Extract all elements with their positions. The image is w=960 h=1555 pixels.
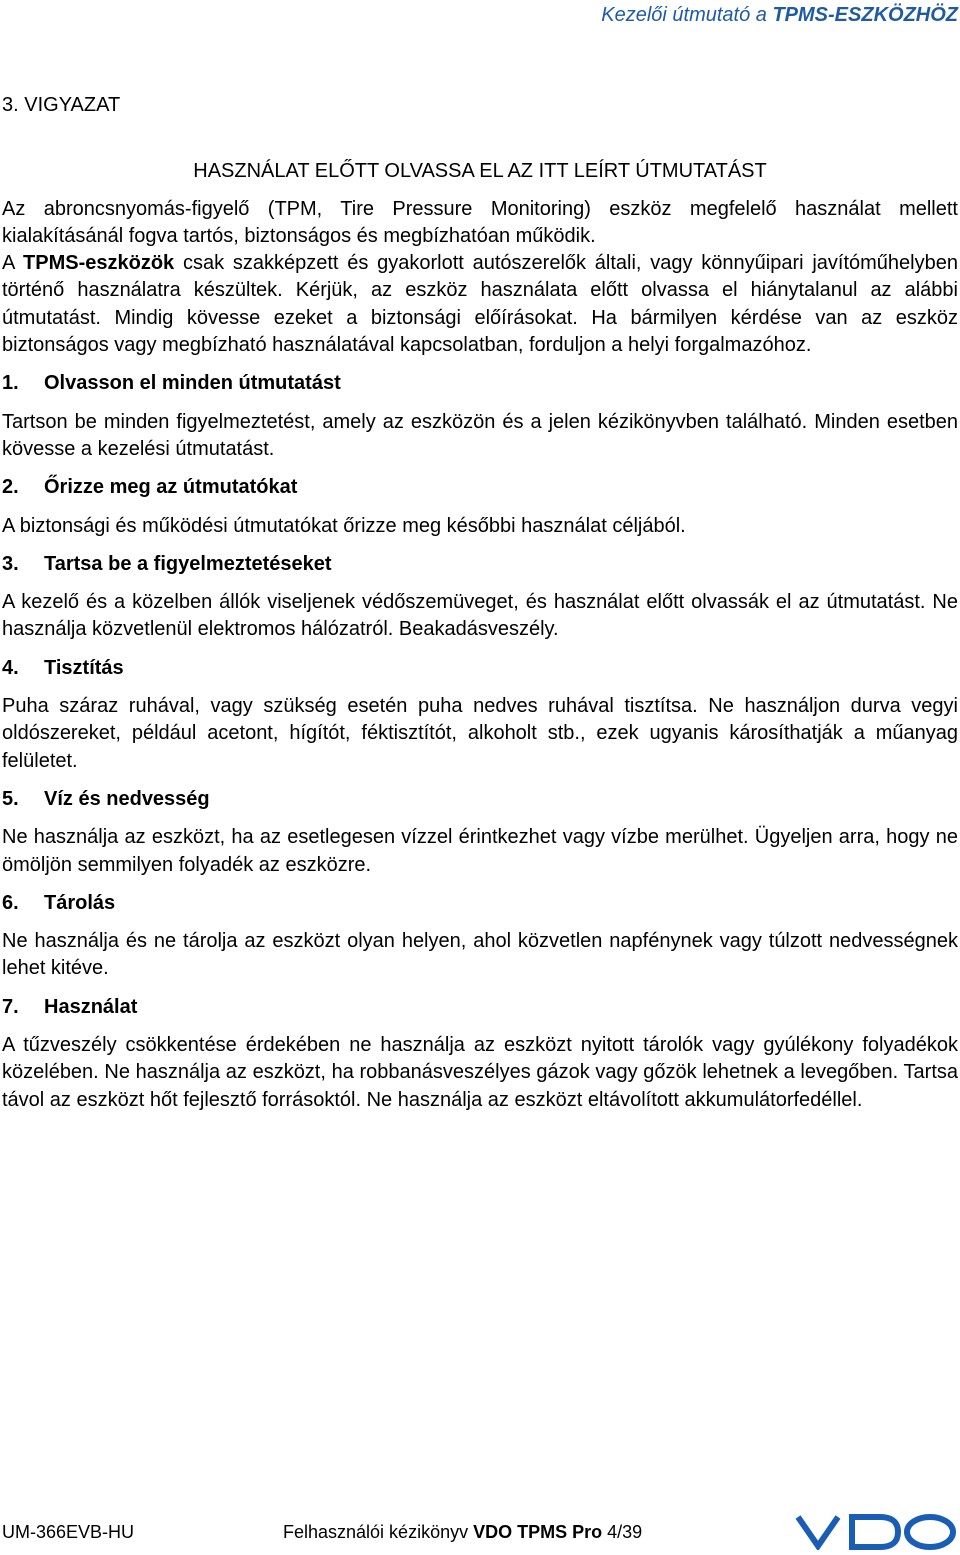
doc-code: UM-366EVB-HU <box>2 1522 135 1542</box>
item-title: Használat <box>44 995 138 1018</box>
item-title: Őrizze meg az útmutatókat <box>44 476 298 499</box>
item-number: 4. <box>2 656 19 679</box>
manual-product: VDO TPMS Pro <box>473 1522 603 1542</box>
page-footer <box>0 1518 960 1548</box>
item-title: Tárolás <box>44 891 116 914</box>
item-number: 7. <box>2 995 19 1018</box>
safety-item <box>2 551 958 644</box>
intro2-bold: TPMS-eszközök <box>23 252 175 275</box>
safety-item <box>2 370 958 463</box>
intro2-text-a: A <box>2 252 24 275</box>
safety-item <box>2 474 958 540</box>
item-text: A tűzveszély csökkentése érdekében ne használja az eszközt nyitott tárolók vagy gyúlékony folyadékok közelében. Ne használja az eszközt, ha robbanásveszélyes gázok vagy gőzök lehetnek a levegőben. Tartsa távol az eszközt hőt fejlesztő forrásoktól. Ne használja az eszközt eltávolított akkumulátorfedéllel. <box>2 1034 958 1111</box>
item-number: 3. <box>2 552 19 575</box>
item-heading <box>2 786 958 813</box>
item-number: 1. <box>2 372 19 395</box>
intro2-text-b: csak szakképzett és gyakorlott autószerelők általi, vagy könnyűipari javítóműhelyben történő használatra készültek. Kérjük, az eszköz használata előtt olvassa el hiánytalanul az alábbi útmutatást. Mindig kövesse ezeket a biztonsági előírásokat. Ha bármilyen kérdése van az eszköz biztonságos vagy megbízható használatával kapcsolatban, forduljon a helyi forgalmazóhoz. <box>2 252 958 357</box>
item-text: A kezelő és a közelben állók viseljenek védőszemüveget, és használat előtt olvassák el az útmutatást. Ne használja közvetlenül elektromos hálózatról. Beakadásveszély. <box>2 591 958 641</box>
item-text: Puha száraz ruhával, vagy szükség esetén puha nedves ruhával tisztítsa. Ne használjon durva vegyi oldószereket, például acetont, hígítót, féktisztítót, alkoholt stb., ezek ugyanis károsíthatják a műanyag felületet. <box>2 695 958 772</box>
item-heading <box>2 890 958 917</box>
item-title: Olvasson el minden útmutatást <box>44 372 341 395</box>
manual-prefix: Felhasználói kézikönyv <box>283 1522 474 1542</box>
intro-paragraph-1: Az abroncsnyomás-figyelő (TPM, Tire Pressure Monitoring) eszköz megfelelő használat mellett kialakításánál fogva tartós, biztonságos és megbízhatóan működik. <box>2 197 958 247</box>
item-number: 6. <box>2 891 19 914</box>
item-title: Víz és nedvesség <box>44 787 210 810</box>
safety-item <box>2 890 958 983</box>
safety-item <box>2 655 958 775</box>
safety-item <box>2 994 958 1114</box>
item-number: 5. <box>2 787 19 810</box>
section-title: 3. VIGYAZAT <box>2 94 121 116</box>
item-heading <box>2 551 958 578</box>
document-body <box>2 92 958 1114</box>
item-title: Tartsa be a figyelmeztetéseket <box>44 552 332 575</box>
vdo-logo <box>794 1514 958 1550</box>
page-header <box>601 4 958 27</box>
manual-reference <box>283 1522 642 1543</box>
item-heading <box>2 994 958 1021</box>
item-text: Tartson be minden figyelmeztetést, amely az eszközön és a jelen kézikönyvben található. Minden esetben kövesse a kezelési útmutatást. <box>2 410 958 460</box>
item-heading <box>2 474 958 501</box>
safety-item <box>2 786 958 879</box>
item-text: A biztonsági és működési útmutatókat őrizze meg későbbi használat céljából. <box>2 514 686 537</box>
item-heading <box>2 370 958 397</box>
intro-paragraph-2 <box>2 250 958 359</box>
item-number: 2. <box>2 476 19 499</box>
item-heading <box>2 655 958 682</box>
center-title: HASZNÁLAT ELŐTT OLVASSA EL AZ ITT LEÍRT ÚTMUTATÁST <box>193 160 767 183</box>
item-text: Ne használja az eszközt, ha az esetlegesen vízzel érintkezhet vagy vízbe merülhet. Ügyeljen arra, hogy ne ömöljön semmilyen folyadék az eszközre. <box>2 826 958 876</box>
item-text: Ne használja és ne tárolja az eszközt olyan helyen, ahol közvetlen napfénynek vagy túlzott nedvességnek lehet kitéve. <box>2 930 958 980</box>
page-number: 4/39 <box>602 1522 643 1542</box>
header-prefix: Kezelői útmutató a <box>601 4 773 26</box>
header-product: TPMS-ESZKÖZHÖZ <box>772 4 958 26</box>
item-title: Tisztítás <box>44 656 124 679</box>
